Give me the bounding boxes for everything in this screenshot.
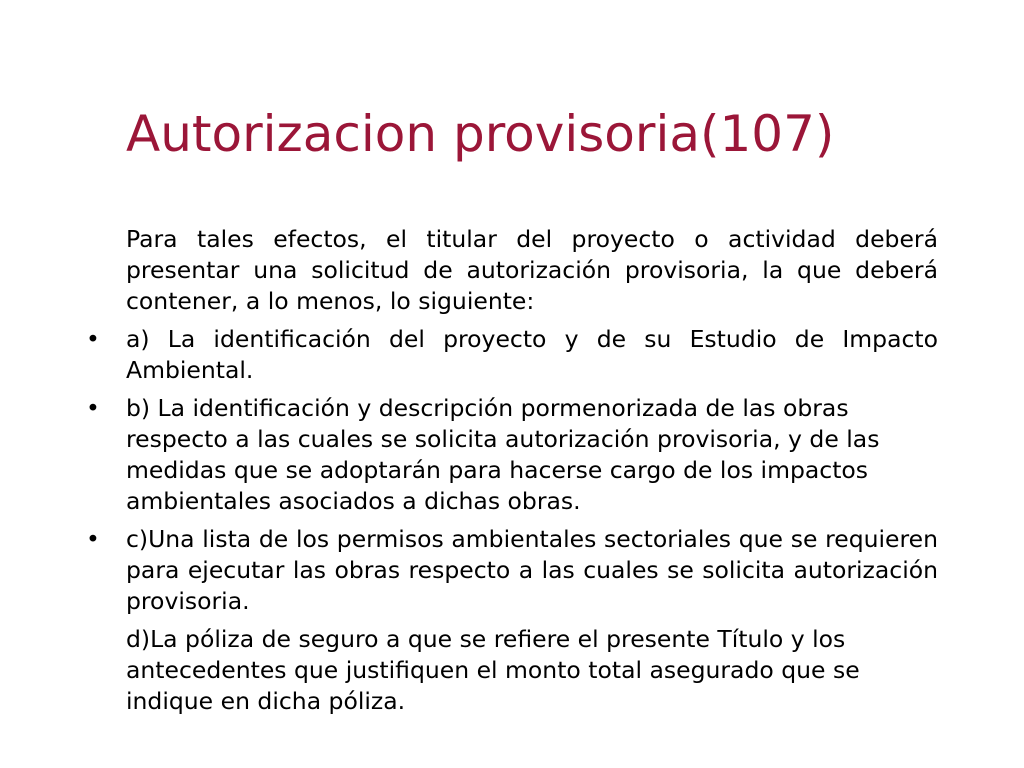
list-item-a (86, 324, 938, 386)
list-item-text: a) La identificación del proyecto y de su Estudio de Impacto Ambiental. (126, 325, 938, 384)
closing-paragraph (86, 624, 938, 717)
list-item-text: b) La identificación y descripción pormenorizada de las obras respecto a las cuales se solicita autorización provisoria, y de las medidas que se adoptarán para hacerse cargo de los impactos ambientales asociados a dichas obras. (126, 394, 880, 515)
slide-title: Autorizacion provisoria(107) (126, 105, 835, 163)
closing-text: d)La póliza de seguro a que se refiere el presente Título y los antecedentes que justifiquen el monto total asegurado que se indique en dicha póliza. (126, 625, 860, 715)
bullet-icon: • (86, 394, 100, 422)
bullet-icon: • (86, 525, 100, 553)
list-item-text: c)Una lista de los permisos ambientales sectoriales que se requieren para ejecutar las obras respecto a las cuales se solicita autorización provisoria. (126, 525, 938, 615)
intro-paragraph (86, 224, 938, 317)
bullet-icon: • (86, 325, 100, 353)
list-item-c (86, 524, 938, 617)
slide-body (86, 224, 938, 724)
list-item-b (86, 393, 938, 517)
intro-text: Para tales efectos, el titular del proyecto o actividad deberá presentar una solicitud de autorización provisoria, la que deberá contener, a lo menos, lo siguiente: (126, 225, 938, 315)
